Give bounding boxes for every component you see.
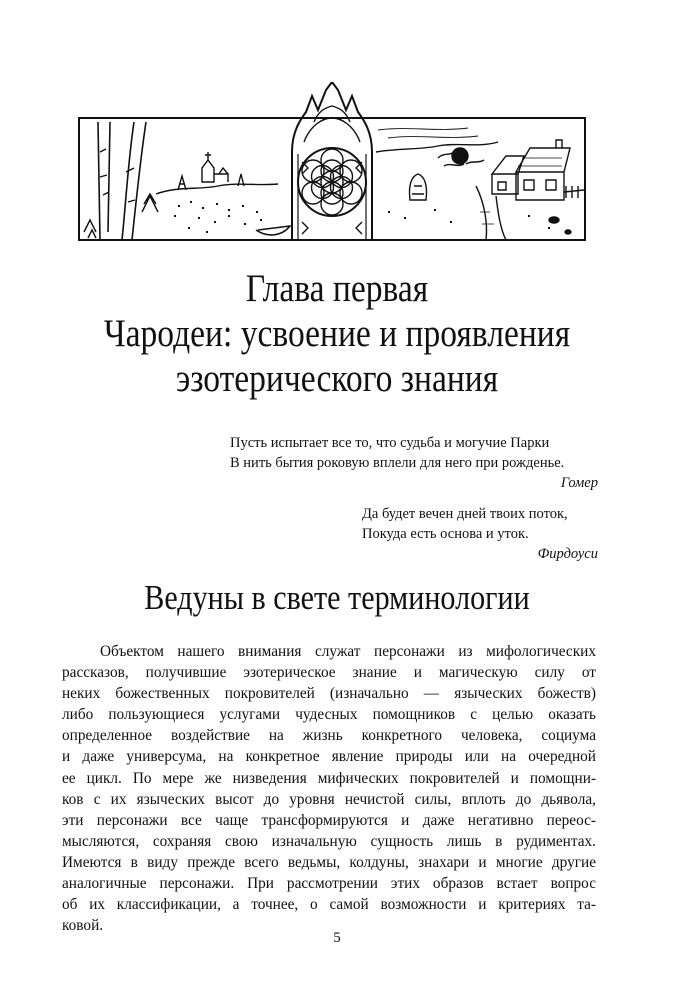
body-line: ее цикл. По мере же низведения мифических покровителей и помощни- bbox=[62, 769, 596, 787]
body-line: и даже универсума, на конкретное явление природы или на очередной bbox=[62, 748, 596, 766]
body-line: Имеются в виду прежде всего ведьмы, колдуны, знахари и многие другие bbox=[62, 853, 596, 871]
body-line: рассказов, получившие эзотерическое знание и магическую силу от bbox=[62, 664, 596, 682]
body-line: мысляются, сохраняя свою изначальную сущность лишь в рудиментах. bbox=[62, 832, 596, 850]
carved-panel-flower-of-life bbox=[292, 82, 372, 240]
body-line: аналогичные персонажи. При рассмотрении этих образов встает вопрос bbox=[62, 875, 596, 893]
chapter-title-line-2: эзотерического знания bbox=[175, 357, 499, 400]
body-line: определенное воздействие на жизнь конкретного человека, социума bbox=[62, 727, 596, 745]
illustration-frame bbox=[79, 118, 585, 240]
body-line: либо пользующиеся услугами чудесных помощников с целью оказать bbox=[62, 706, 596, 724]
body-paragraph bbox=[62, 641, 596, 936]
epigraph-line: Да будет вечен дней твоих поток, bbox=[362, 506, 568, 522]
epigraph-homer bbox=[230, 433, 598, 493]
body-line: ковой. bbox=[62, 917, 104, 935]
body-line: Объектом нашего внимания служат персонажи из мифологических bbox=[100, 643, 596, 660]
epigraph-author: Фирдоуси bbox=[537, 546, 598, 562]
village-landscape-right bbox=[376, 128, 584, 240]
chapter-title-line-1: Чародеи: усвоение и проявления bbox=[103, 312, 571, 355]
epigraph-line: Покуда есть основа и уток. bbox=[362, 526, 529, 542]
epigraph-line: Пусть испытает все то, что судьба и могучие Парки bbox=[230, 435, 550, 451]
epigraph-author: Гомер bbox=[560, 475, 598, 491]
body-line: неких божественных покровителей (изначально — языческих божеств) bbox=[62, 685, 596, 703]
epigraph-ferdowsi bbox=[362, 504, 598, 564]
chapter-title bbox=[47, 266, 627, 401]
page-number: 5 bbox=[333, 930, 341, 946]
body-line: ков с их языческих высот до уровня нечистой силы, вплоть до дьявола, bbox=[62, 790, 596, 808]
winter-landscape-left bbox=[84, 122, 290, 240]
chapter-number: Глава первая bbox=[245, 267, 429, 310]
chapter-header-illustration bbox=[78, 82, 586, 252]
epigraph-line: В нить бытия роковую вплели для него при рожденье. bbox=[230, 455, 565, 471]
body-line: эти персонажи все чаще трансформируются и даже негативно переос- bbox=[62, 811, 596, 829]
section-title: Ведуны в свете терминологии bbox=[144, 578, 530, 617]
body-line: об их классификации, а точнее, о самой возможности и критериях та- bbox=[62, 896, 596, 914]
